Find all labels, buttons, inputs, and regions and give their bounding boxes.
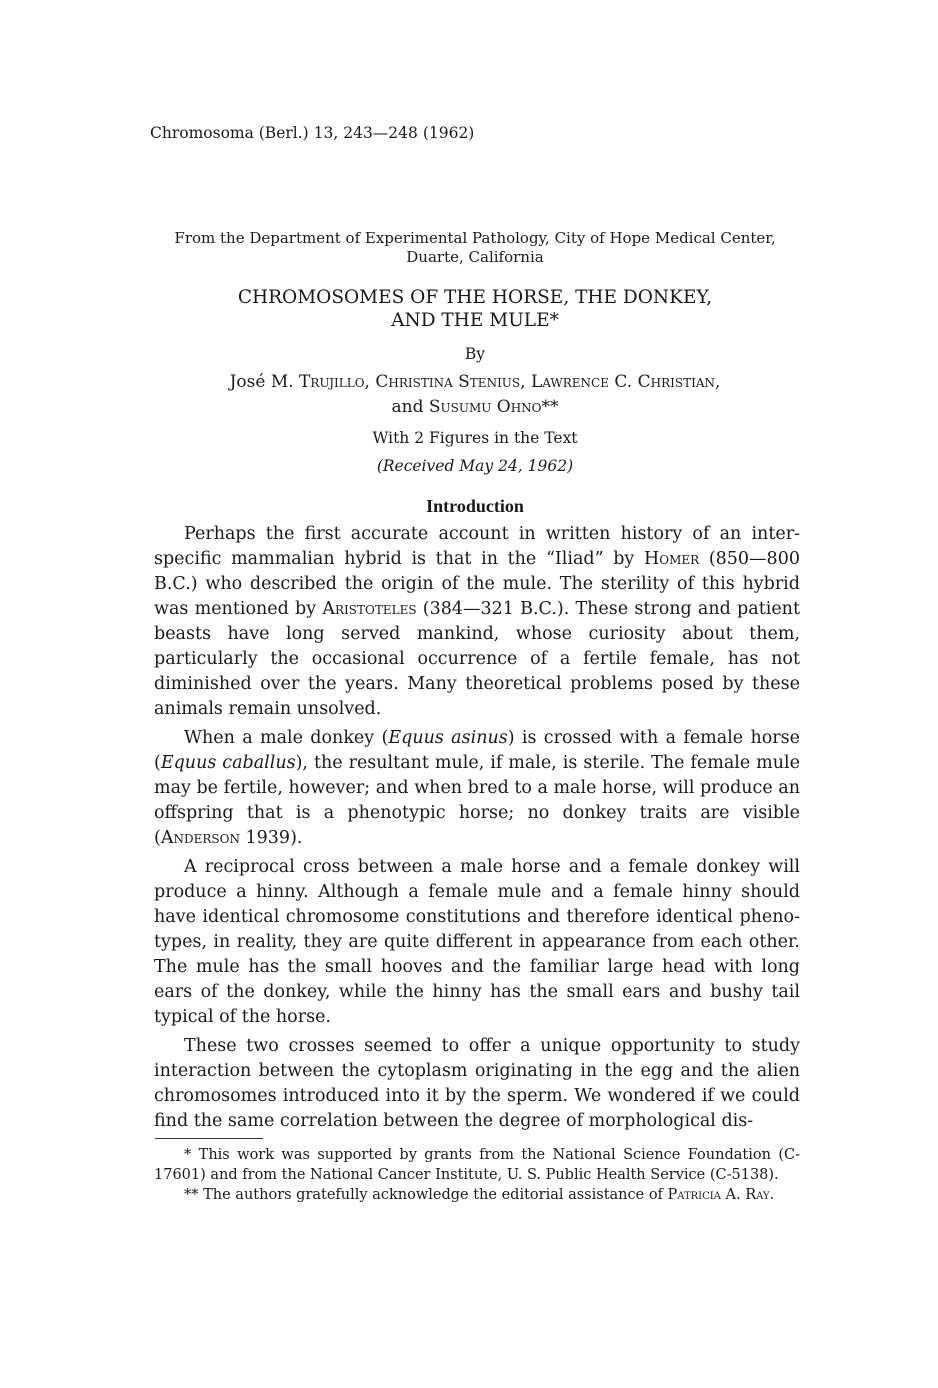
author-last: Christian [637,372,715,392]
text-run: 1939). [245,828,303,848]
author-line: José M. Trujillo, Christina Stenius, Lawrence C. Christian, [229,372,721,392]
author-first: José M. [229,372,294,392]
affiliation-line: Duarte, California [406,248,544,266]
text-run: When a male donkey ( [184,728,389,748]
by-line: By [464,345,486,363]
section-heading: Introduction [426,496,524,516]
footnotes [154,1145,800,1205]
text-run: . [769,1187,775,1203]
species-name: Equus asinus [388,728,508,748]
paragraph [154,726,800,851]
figures-note: With 2 Figures in the Text [372,429,578,447]
paragraph [154,522,800,722]
title-line: CHROMOSOMES OF THE HORSE, THE DONKEY, [237,287,713,308]
author-conjunction: and [391,397,424,417]
journal-reference: Chromosoma (Berl.) 13, 243—248 (1962) [150,124,475,142]
author-citation: Anderson [160,828,240,848]
text-run: ** The authors gratefully acknowledge the editorial assistance of [184,1187,663,1203]
body-text [154,522,800,1138]
footnote-rule [155,1138,263,1139]
author-first: Christina [375,372,453,392]
author-line [150,395,800,420]
received-date: (Received May 24, 1962) [376,457,574,475]
text-run: ) is crossed with a female horse ( [154,728,801,773]
paper-title [150,286,800,332]
text-run: Perhaps the first accurate account in written history of an inter-specific mammalian hybrid is that in the “Iliad” by [154,524,800,569]
affiliation [150,229,800,267]
text-run: ), the resultant mule, if male, is sterile. The female mule may be fertile, however; and when bred to a male horse, will produce an offspring that is a phenotypic horse; no donkey traits are visible ( [154,753,800,848]
author-citation: Aristoteles [322,599,417,619]
author-citation: Homer [643,549,700,569]
author-last: Stenius [458,372,521,392]
acknowledged-person: Patricia A. Ray [667,1187,770,1203]
author-last: Trujillo [299,372,365,392]
author-last: Ohno [496,397,542,417]
title-line: AND THE MULE* [391,310,559,331]
author-list [150,370,800,420]
footnote: * This work was supported by grants from the National Science Foundation (C-17601) and from the National Cancer Institute, U. S. Public Health Service (C-5138). [154,1147,800,1183]
affiliation-line: From the Department of Experimental Pathology, City of Hope Medical Center, [174,229,776,247]
footnote-mark: ** [541,397,559,417]
author-first: Lawrence C. [530,372,633,392]
paragraph: A reciprocal cross between a male horse and a female donkey will produce a hinny. Although a female mule and a female hinny should have identical chromosome constitutions and therefore identical pheno-types, in reality, they are quite different in appearance from each other. The mule has the small hooves and the familiar large head with long ears of the donkey, while the hinny has the small ears and bushy tail typical of the horse. [154,857,800,1027]
paragraph: These two crosses seemed to offer a unique opportunity to study interaction between the cytoplasm originating in the egg and the alien chromosomes introduced into it by the sperm. We wondered if we could find the same correlation between the degree of morphological dis- [154,1036,800,1131]
author-first: Susumu [428,397,492,417]
text-run: (384—321 B.C.). These strong and patient beasts have long served mankind, whose curiosity about them, particularly the occasional occurrence of a fertile female, has not diminished over the years. Many theoretical problems posed by these animals remain unsolved. [154,599,800,719]
species-name: Equus caballus [160,753,296,773]
text-run: (850—800 B.C.) who described the origin of the mule. The sterility of this hybrid was mentioned by [154,549,800,619]
footnote [154,1185,800,1205]
